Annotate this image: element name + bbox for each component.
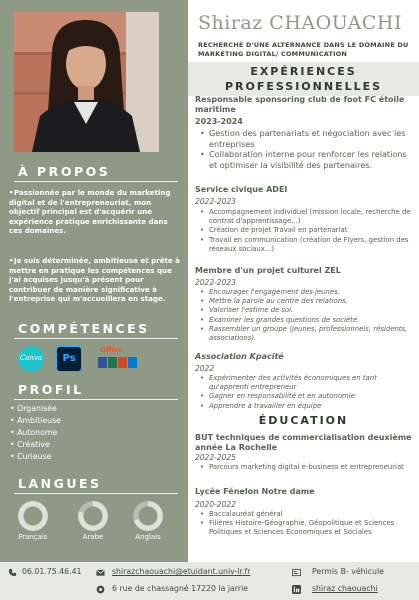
office-icon: Office [96,346,142,372]
language-level-arabic [78,501,108,531]
job-title: Service civique ADEI [195,185,288,194]
education-bullet: • Filières Histoire-Géographie, Géopolitique et Sciences Politiques et Sciences Économiques et Sociales [200,519,413,537]
about-paragraph-1: •Passionnée par le monde du marketing digital et de l'entrepreneuriat, mon objectif principal est d'acquérir une expérience pratique enrichissante dans ces domaines. [9,188,171,236]
job-bullet: • Gagner en responsabilité et en autonomie [200,392,413,401]
job-bullet: • Expérimenter des activités économiques en tant qu'apprenti entrepreneur [200,374,413,392]
profile-item: • Organisée [10,403,61,415]
job-bullet: • Valoriser l'estime de soi. [200,306,413,315]
education-title: ÉDUCATION [258,414,349,427]
job-bullet: • Apprendre à travailler en équipe [200,402,413,411]
skills-divider [14,338,178,339]
job-title: Association Kpacité [195,352,284,361]
job-bullet: • Encourager l'engagement des jeunes. [200,288,413,297]
address-text: 6 rue de chassagné 17220 la jarrie [112,584,249,593]
candidate-name: Shiraz CHAOUACHI [198,12,402,34]
job-date: 2022-2023 [195,278,236,287]
experience-title: EXPÉRIENCES PROFESSIONNELLES [224,65,383,93]
job-bullets [200,374,413,411]
language-level-french [18,501,48,531]
job-title: Responsable sponsoring club de foot FC étoile maritime [195,95,405,114]
linkedin-link[interactable]: shiraz chaouachi [312,584,378,593]
language-level-english [133,501,163,531]
education-bullets [200,510,413,538]
contact-footer [0,562,419,600]
profile-list [10,403,61,463]
portrait-image [14,12,159,152]
language-label-french: Français [18,533,48,541]
languages-title: LANGUES [18,476,102,491]
profile-item: • Autonome [10,427,61,439]
language-label-arabic: Arabe [82,533,104,541]
about-paragraph-2: •Je suis déterminée, ambitieuse et prête à mettre en pratique les compétences que j'ai acquises jusqu'à présent pour contribuer de manière significative à l'entreprise qui m'accueillera en stage. [9,256,180,304]
canva-icon: Canva [18,346,44,372]
profile-divider [14,399,178,400]
driving-license: Permis B- véhicule [312,567,384,576]
job-bullet: • Accompagnement individuel (mission locale, recherche de contrat d'apprentissage...) [200,208,413,226]
phone-icon [8,568,17,577]
languages-divider [14,493,178,494]
skills-title: COMPÉTENCES [18,321,150,336]
phone-number: 06.01.75.46.41 [22,567,82,576]
profile-item: • Curieuse [10,451,61,463]
job-bullet: • Collaboration interne pour renforcer les relations et optimiser la visibilité des partenaires. [200,149,413,170]
education-title-item: BUT techniques de commercialisation deuxième année La Rochelle [195,433,412,452]
education-bullet: • Parcours marketing digital e-business et entrepreneuriat [200,463,413,472]
about-title: À PROPOS [18,164,111,179]
linkedin-icon [292,585,301,594]
job-bullets [200,128,413,170]
education-title-item: Lycée Fénelon Notre dame [195,487,315,496]
license-icon [292,568,301,577]
location-icon [96,585,105,594]
profile-title: PROFIL [18,382,84,397]
profile-photo [14,12,159,152]
education-bullet: • Baccalauréat général [200,510,413,519]
job-bullet: • Examiner les grandes questions de société. [200,316,413,325]
job-bullets [200,288,413,343]
education-bullets [200,463,413,472]
photoshop-icon: Ps [56,346,82,372]
profile-item: • Ambitieuse [10,415,61,427]
language-label-english: Anglais [135,533,161,541]
job-bullet: • Gestion des partenariats et négociation avec les entreprises [200,128,413,149]
job-date: 2023-2024 [195,117,243,126]
job-bullet: • Rassembler un groupe (jeunes, professionnels, résidents, associations). [200,325,413,343]
email-link[interactable]: shirazchaouachi@etuidant.univ-lr.fr [112,567,251,576]
job-bullet: • Travail en communication (création de Flyers, gestion des réseaux sociaux...) [200,236,413,254]
profile-item: • Créative [10,439,61,451]
education-date: 2020-2022 [195,500,236,509]
job-date: 2022 [195,364,215,373]
job-bullets [200,208,413,254]
job-bullet: • Création de projet Travail en partenariat [200,226,413,235]
job-search-subtitle: RECHERCHE D'UNE ALTERNANCE DANS LE DOMAINE DU MARKETING DIGITAL/ COMMUNICATION [198,41,409,58]
education-date: 2022-2025 [195,453,236,462]
email-icon [96,568,105,577]
about-divider [14,181,178,182]
job-title: Membre d'un projet culturel ZEL [195,266,341,275]
job-date: 2022-2023 [195,197,236,206]
job-bullet: • Mettre la parole au centre des relations. [200,297,413,306]
sidebar [0,0,188,562]
